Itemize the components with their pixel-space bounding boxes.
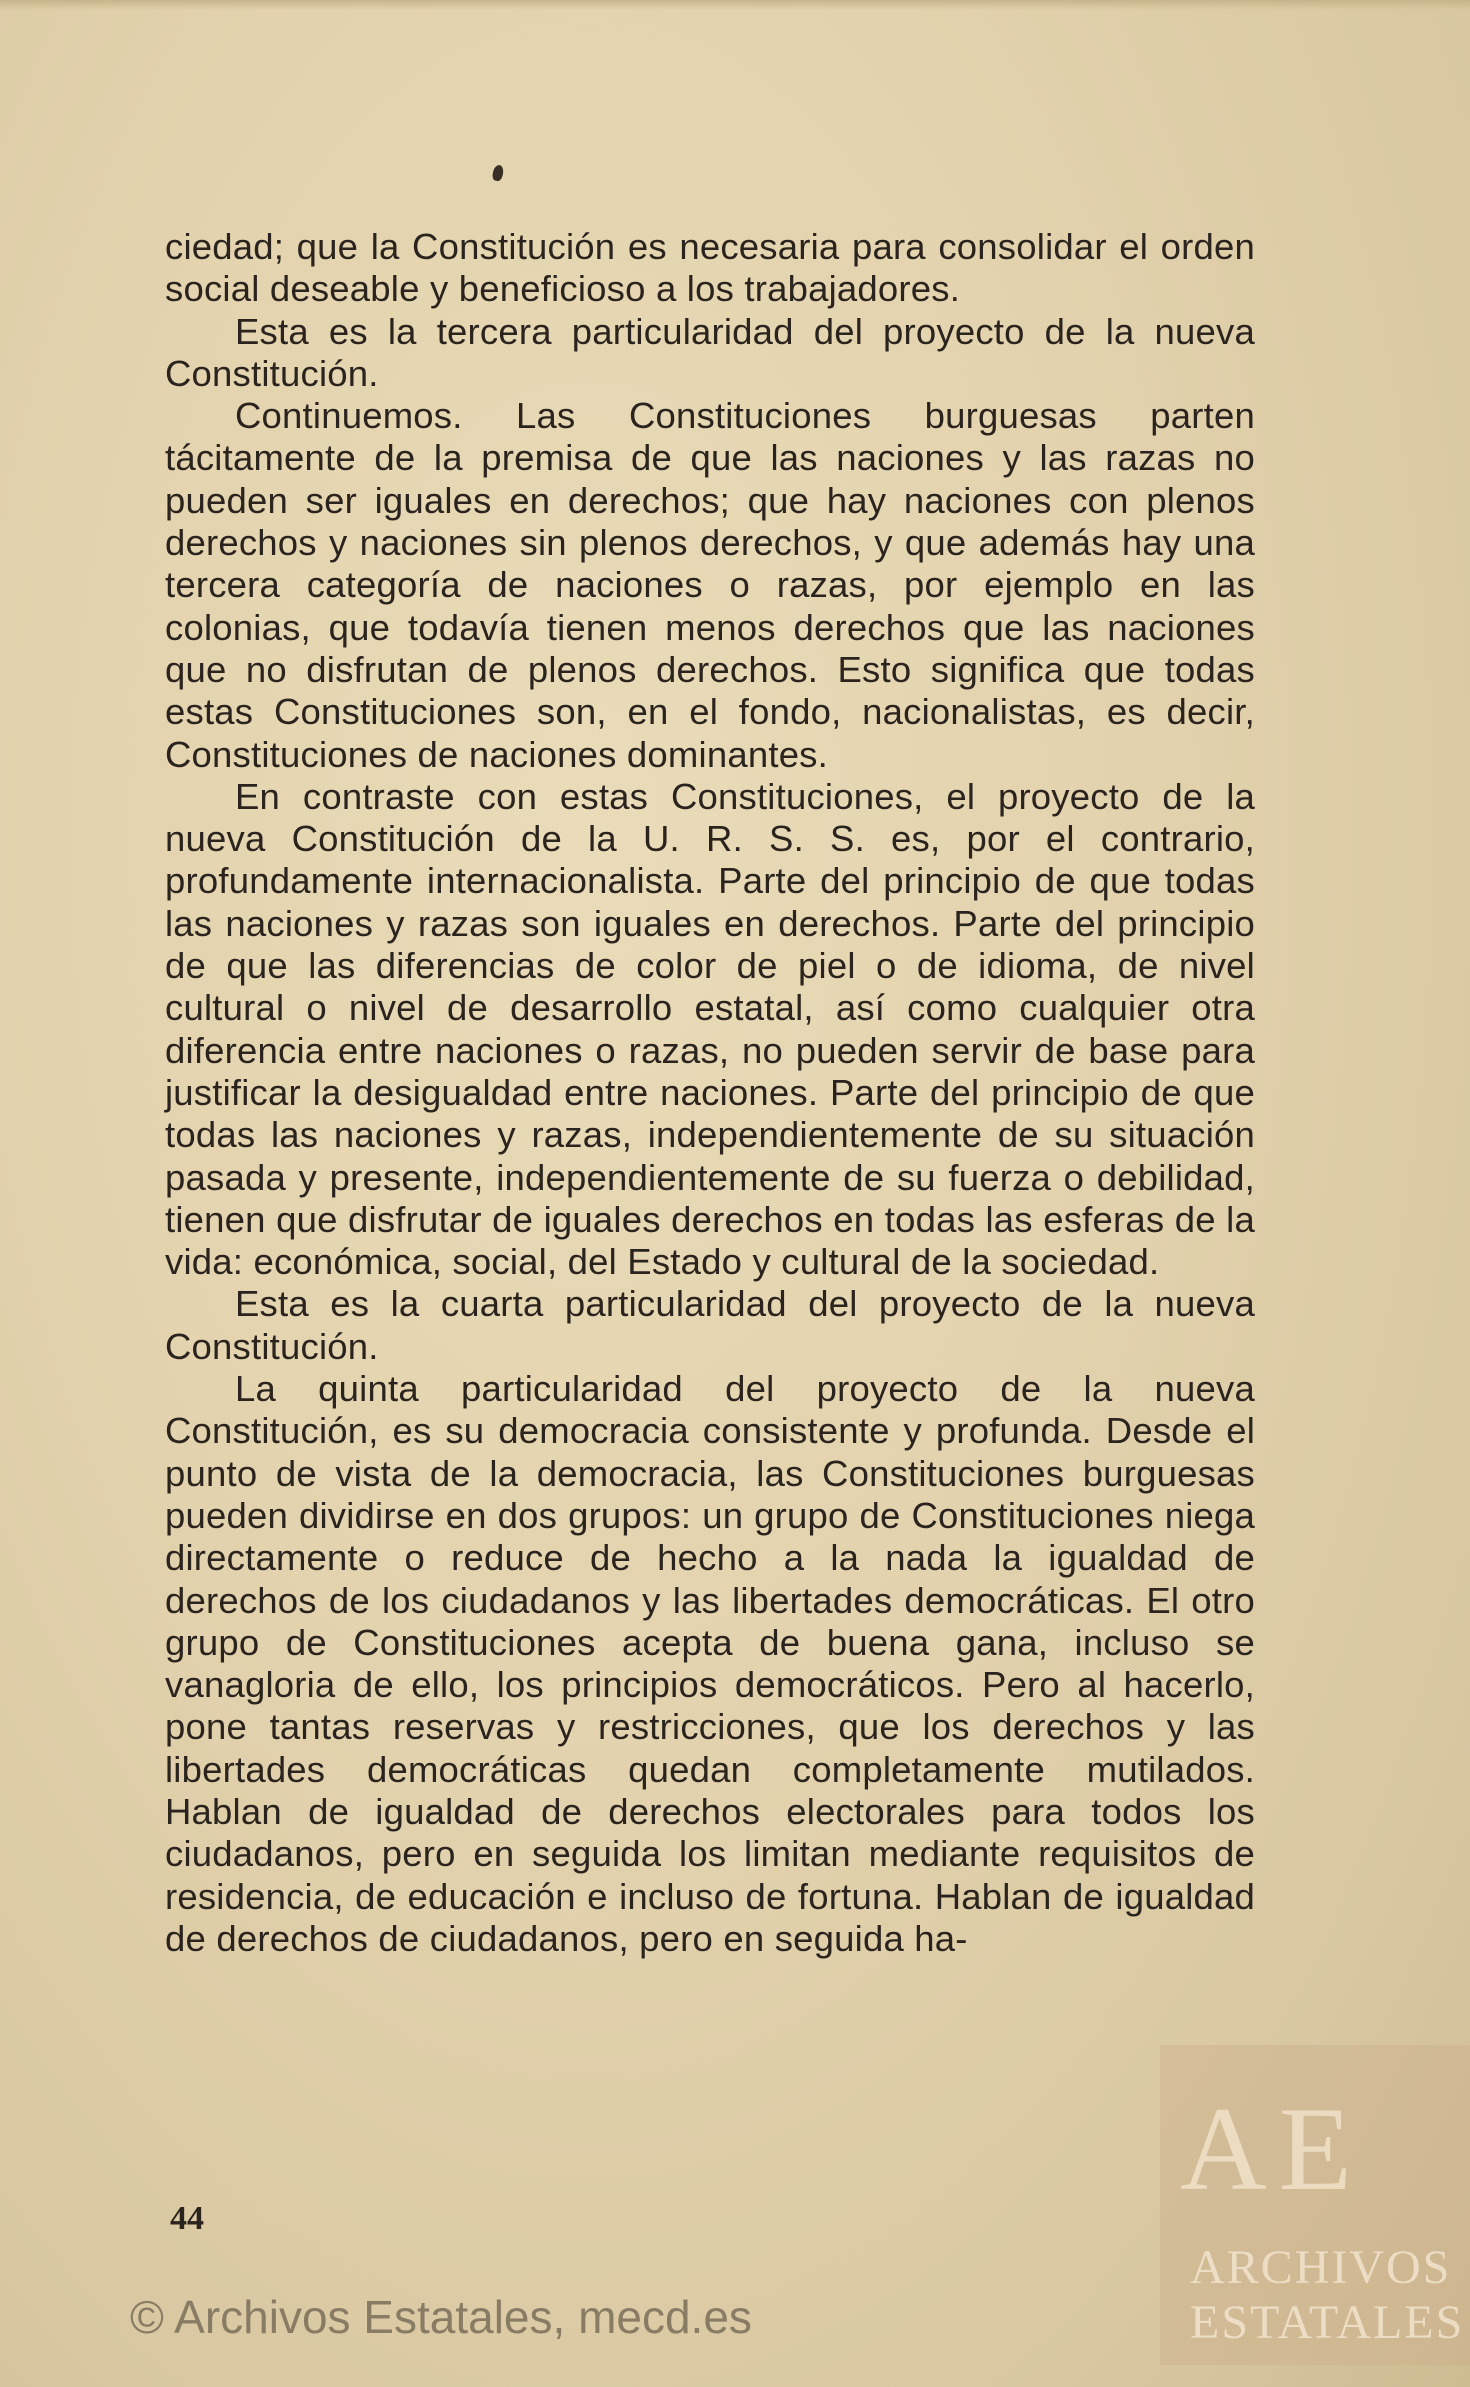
page-top-edge bbox=[0, 0, 1470, 10]
paragraph-4: En contraste con estas Constituciones, el proyecto de la nueva Constitución de la U. R. S. S. es, por el contrario, profundamente internacionalista. Parte del principio de que todas las naciones y razas son iguales en derechos. Parte del principio de que las diferencias de color de piel o de idioma, de nivel cultural o nivel de desarrollo estatal, así como cualquier otra diferencia entre naciones o razas, no pueden servir de base para justificar la desigualdad entre naciones. Parte del principio de que todas las naciones y razas, independientemente de su situación pasada y presente, independientemente de su fuerza o debilidad, tienen que disfrutar de iguales derechos en todas las esferas de la vida: económica, social, del Estado y cultural de la sociedad. bbox=[165, 775, 1255, 1283]
archive-logo-line-2: ESTATALES bbox=[1190, 2296, 1465, 2349]
archive-logo-line-1: ARCHIVOS bbox=[1190, 2241, 1452, 2294]
body-text bbox=[165, 226, 1255, 1960]
paragraph-2: Esta es la tercera particularidad del proyecto de la nueva Constitución. bbox=[165, 310, 1255, 394]
copyright-watermark: © Archivos Estatales, mecd.es bbox=[130, 2291, 752, 2343]
paragraph-3: Continuemos. Las Constituciones burguesas parten tácitamente de la premisa de que las naciones y las razas no pueden ser iguales en derechos; que hay naciones con plenos derechos y naciones sin plenos derechos, y que además hay una tercera categoría de naciones o razas, por ejemplo en las colonias, que todavía tienen menos derechos que las naciones que no disfrutan de plenos derechos. Esto significa que todas estas Constituciones son, en el fondo, nacionalistas, es decir, Constituciones de naciones dominantes. bbox=[165, 395, 1255, 775]
ink-mark bbox=[491, 164, 504, 182]
paragraph-5: Esta es la cuarta particularidad del proyecto de la nueva Constitución. bbox=[165, 1283, 1255, 1367]
archive-logo-mark: AE bbox=[1180, 2082, 1364, 2215]
page-number: 44 bbox=[170, 2200, 204, 2237]
paragraph-1: ciedad; que la Constitución es necesaria para consolidar el orden social deseable y beneficioso a los trabajadores. bbox=[165, 226, 1255, 310]
paragraph-6: La quinta particularidad del proyecto de la nueva Constitución, es su democracia consistente y profunda. Desde el punto de vista de la democracia, las Constituciones burguesas pueden dividirse en dos grupos: un grupo de Constituciones niega directamente o reduce de hecho a la nada la igualdad de derechos de los ciudadanos y las libertades democráticas. El otro grupo de Constituciones acepta de buena gana, incluso se vanagloria de ello, los principios democráticos. Pero al hacerlo, pone tantas reservas y restricciones, que los derechos y las libertades democráticas quedan completamente mutilados. Hablan de igualdad de derechos electorales para todos los ciudadanos, pero en seguida los limitan mediante requisitos de residencia, de educación e incluso de fortuna. Hablan de igualdad de derechos de ciudadanos, pero en seguida ha- bbox=[165, 1368, 1255, 1959]
